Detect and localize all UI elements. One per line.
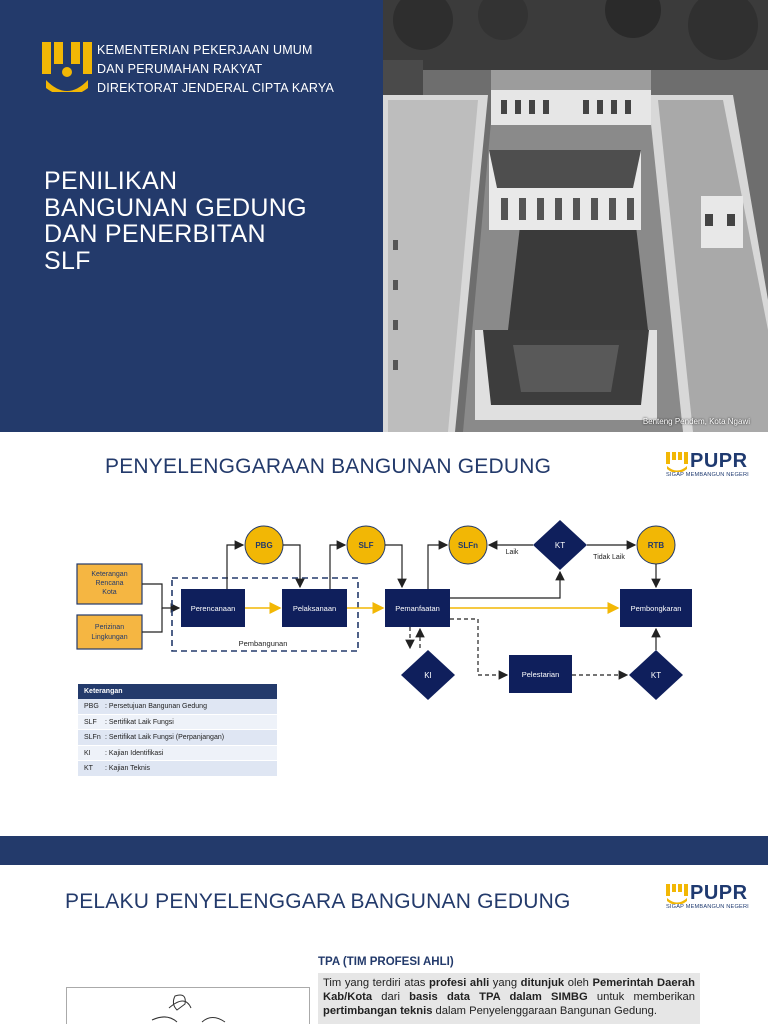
- svg-text:Perizinan: Perizinan: [94, 624, 125, 631]
- pupr-tagline: SIGAP MEMBANGUN NEGERI: [666, 904, 749, 910]
- stage-pembongkaran: [620, 589, 692, 627]
- stage-perencanaan: [181, 589, 245, 627]
- svg-text:Pelaksanaan: Pelaksanaan: [292, 604, 337, 613]
- tpa-text-bold: basis data TPA dalam SIMBG: [409, 991, 588, 1003]
- tpa-text: yang: [489, 977, 521, 989]
- cover-title-line: BANGUNAN GEDUNG: [44, 193, 307, 222]
- stage-pelaksanaan: [282, 589, 347, 627]
- svg-text:Kota: Kota: [102, 589, 117, 596]
- svg-text:SLFn: SLFn: [458, 541, 478, 550]
- ministry-line: DAN PERUMAHAN RAKYAT: [97, 62, 263, 76]
- circle-slf: [347, 526, 385, 564]
- legend-desc: : Sertifikat Laik Fungsi (Perpanjangan): [105, 734, 225, 741]
- ministry-line: KEMENTERIAN PEKERJAAN UMUM: [97, 43, 313, 57]
- legend-row: [78, 715, 277, 731]
- illustration-frame: [66, 987, 310, 1024]
- legend-desc: : Kajian Identifikasi: [105, 749, 164, 757]
- cover-title-line: DAN PENERBITAN: [44, 220, 266, 248]
- tpa-description: [318, 973, 700, 1024]
- pupr-wordmark: PUPR: [690, 450, 748, 472]
- slide-pelaku: [0, 865, 768, 1024]
- legend-abbr: SLF: [84, 718, 97, 726]
- legend-header: Keterangan: [78, 684, 277, 699]
- legend-row: [78, 761, 277, 777]
- ministry-name: [97, 41, 334, 98]
- diamond-kt-bottom: [629, 650, 683, 700]
- cover-title: [44, 168, 364, 274]
- pupr-tagline: SIGAP MEMBANGUN NEGERI: [666, 472, 749, 478]
- legend-row: [78, 699, 277, 715]
- svg-text:KT: KT: [650, 671, 662, 680]
- legend-rows: [78, 699, 277, 777]
- stage-pelestarian: [509, 655, 572, 693]
- svg-text:Tidak Laik: Tidak Laik: [593, 554, 625, 561]
- svg-text:RTB: RTB: [647, 541, 665, 550]
- photo-caption: Benteng Pendem, Kota Ngawi: [642, 417, 750, 426]
- fort-aerial-photo: [383, 0, 768, 432]
- legend-desc: : Sertifikat Laik Fungsi: [105, 718, 174, 726]
- svg-text:KT: KT: [554, 541, 566, 550]
- legend-row: [78, 730, 277, 746]
- legend-abbr: KT: [84, 765, 93, 772]
- legend-abbr: KI: [84, 749, 91, 757]
- slide-title: PENYELENGGARAAN BANGUNAN GEDUNG: [105, 455, 552, 478]
- tpa-text-bold: Pemerintah Daerah Kab/Kota: [323, 977, 695, 1003]
- svg-text:Perencanaan: Perencanaan: [190, 604, 236, 613]
- svg-text:Pemanfaatan: Pemanfaatan: [395, 604, 440, 613]
- input-keterangan-rencana-kota: [77, 564, 142, 604]
- svg-text:Keterangan: Keterangan: [91, 571, 128, 578]
- diamond-kt-top: [533, 520, 587, 570]
- svg-text:PBG: PBG: [255, 541, 273, 550]
- legend-table: [78, 684, 277, 777]
- people-illustration: [67, 988, 311, 1024]
- svg-text:SLF: SLF: [358, 541, 374, 550]
- svg-text:Rencana: Rencana: [95, 580, 124, 587]
- tpa-text: dari: [372, 991, 410, 1003]
- slide-title: PELAKU PENYELENGGARA BANGUNAN GEDUNG: [65, 890, 571, 913]
- legend-desc: : Persetujuan Bangunan Gedung: [105, 703, 207, 710]
- diamond-ki: [401, 650, 455, 700]
- svg-text:Pembangunan: Pembangunan: [238, 639, 288, 648]
- slide-divider-band: [0, 836, 768, 865]
- slide-penyelenggaraan: [0, 432, 768, 836]
- stage-pemanfaatan: [385, 589, 450, 627]
- tpa-text: dalam Penyelenggaraan Bangunan Gedung.: [432, 1005, 657, 1017]
- pupr-emblem-icon: [42, 42, 92, 92]
- circle-rtb: [637, 526, 675, 564]
- fort-photo-illustration: [383, 0, 768, 432]
- tpa-text: oleh: [564, 977, 593, 989]
- tpa-text-bold: ditunjuk: [520, 977, 565, 989]
- circle-slfn: [449, 526, 487, 564]
- cover-title-line: SLF: [44, 246, 91, 275]
- directorate-line: DIREKTORAT JENDERAL CIPTA KARYA: [97, 81, 335, 95]
- svg-text:KI: KI: [424, 671, 432, 680]
- cover-title-line: PENILIKAN: [44, 167, 178, 195]
- legend-row: [78, 746, 277, 762]
- tpa-text-bold: profesi ahli: [429, 977, 490, 989]
- tpa-text: Tim yang terdiri atas: [323, 977, 430, 989]
- svg-text:Laik: Laik: [505, 549, 519, 556]
- legend-abbr: SLFn: [84, 734, 101, 741]
- input-perizinan-lingkungan: [77, 615, 142, 649]
- cover-slide: [0, 0, 768, 432]
- pupr-logo: [666, 882, 756, 918]
- pupr-emblem-icon: [666, 884, 688, 904]
- svg-text:Lingkungan: Lingkungan: [91, 634, 128, 641]
- circle-pbg: [245, 526, 283, 564]
- svg-text:Pembongkaran: Pembongkaran: [630, 604, 682, 613]
- tpa-text-bold: pertimbangan teknis: [323, 1005, 433, 1017]
- svg-text:Pelestarian: Pelestarian: [521, 670, 560, 679]
- tpa-heading: TPA (TIM PROFESI AHLI): [318, 956, 454, 968]
- tpa-text: untuk memberikan: [587, 991, 695, 1003]
- legend-desc: : Kajian Teknis: [105, 765, 151, 772]
- legend-abbr: PBG: [84, 703, 99, 710]
- pupr-wordmark: PUPR: [690, 882, 748, 904]
